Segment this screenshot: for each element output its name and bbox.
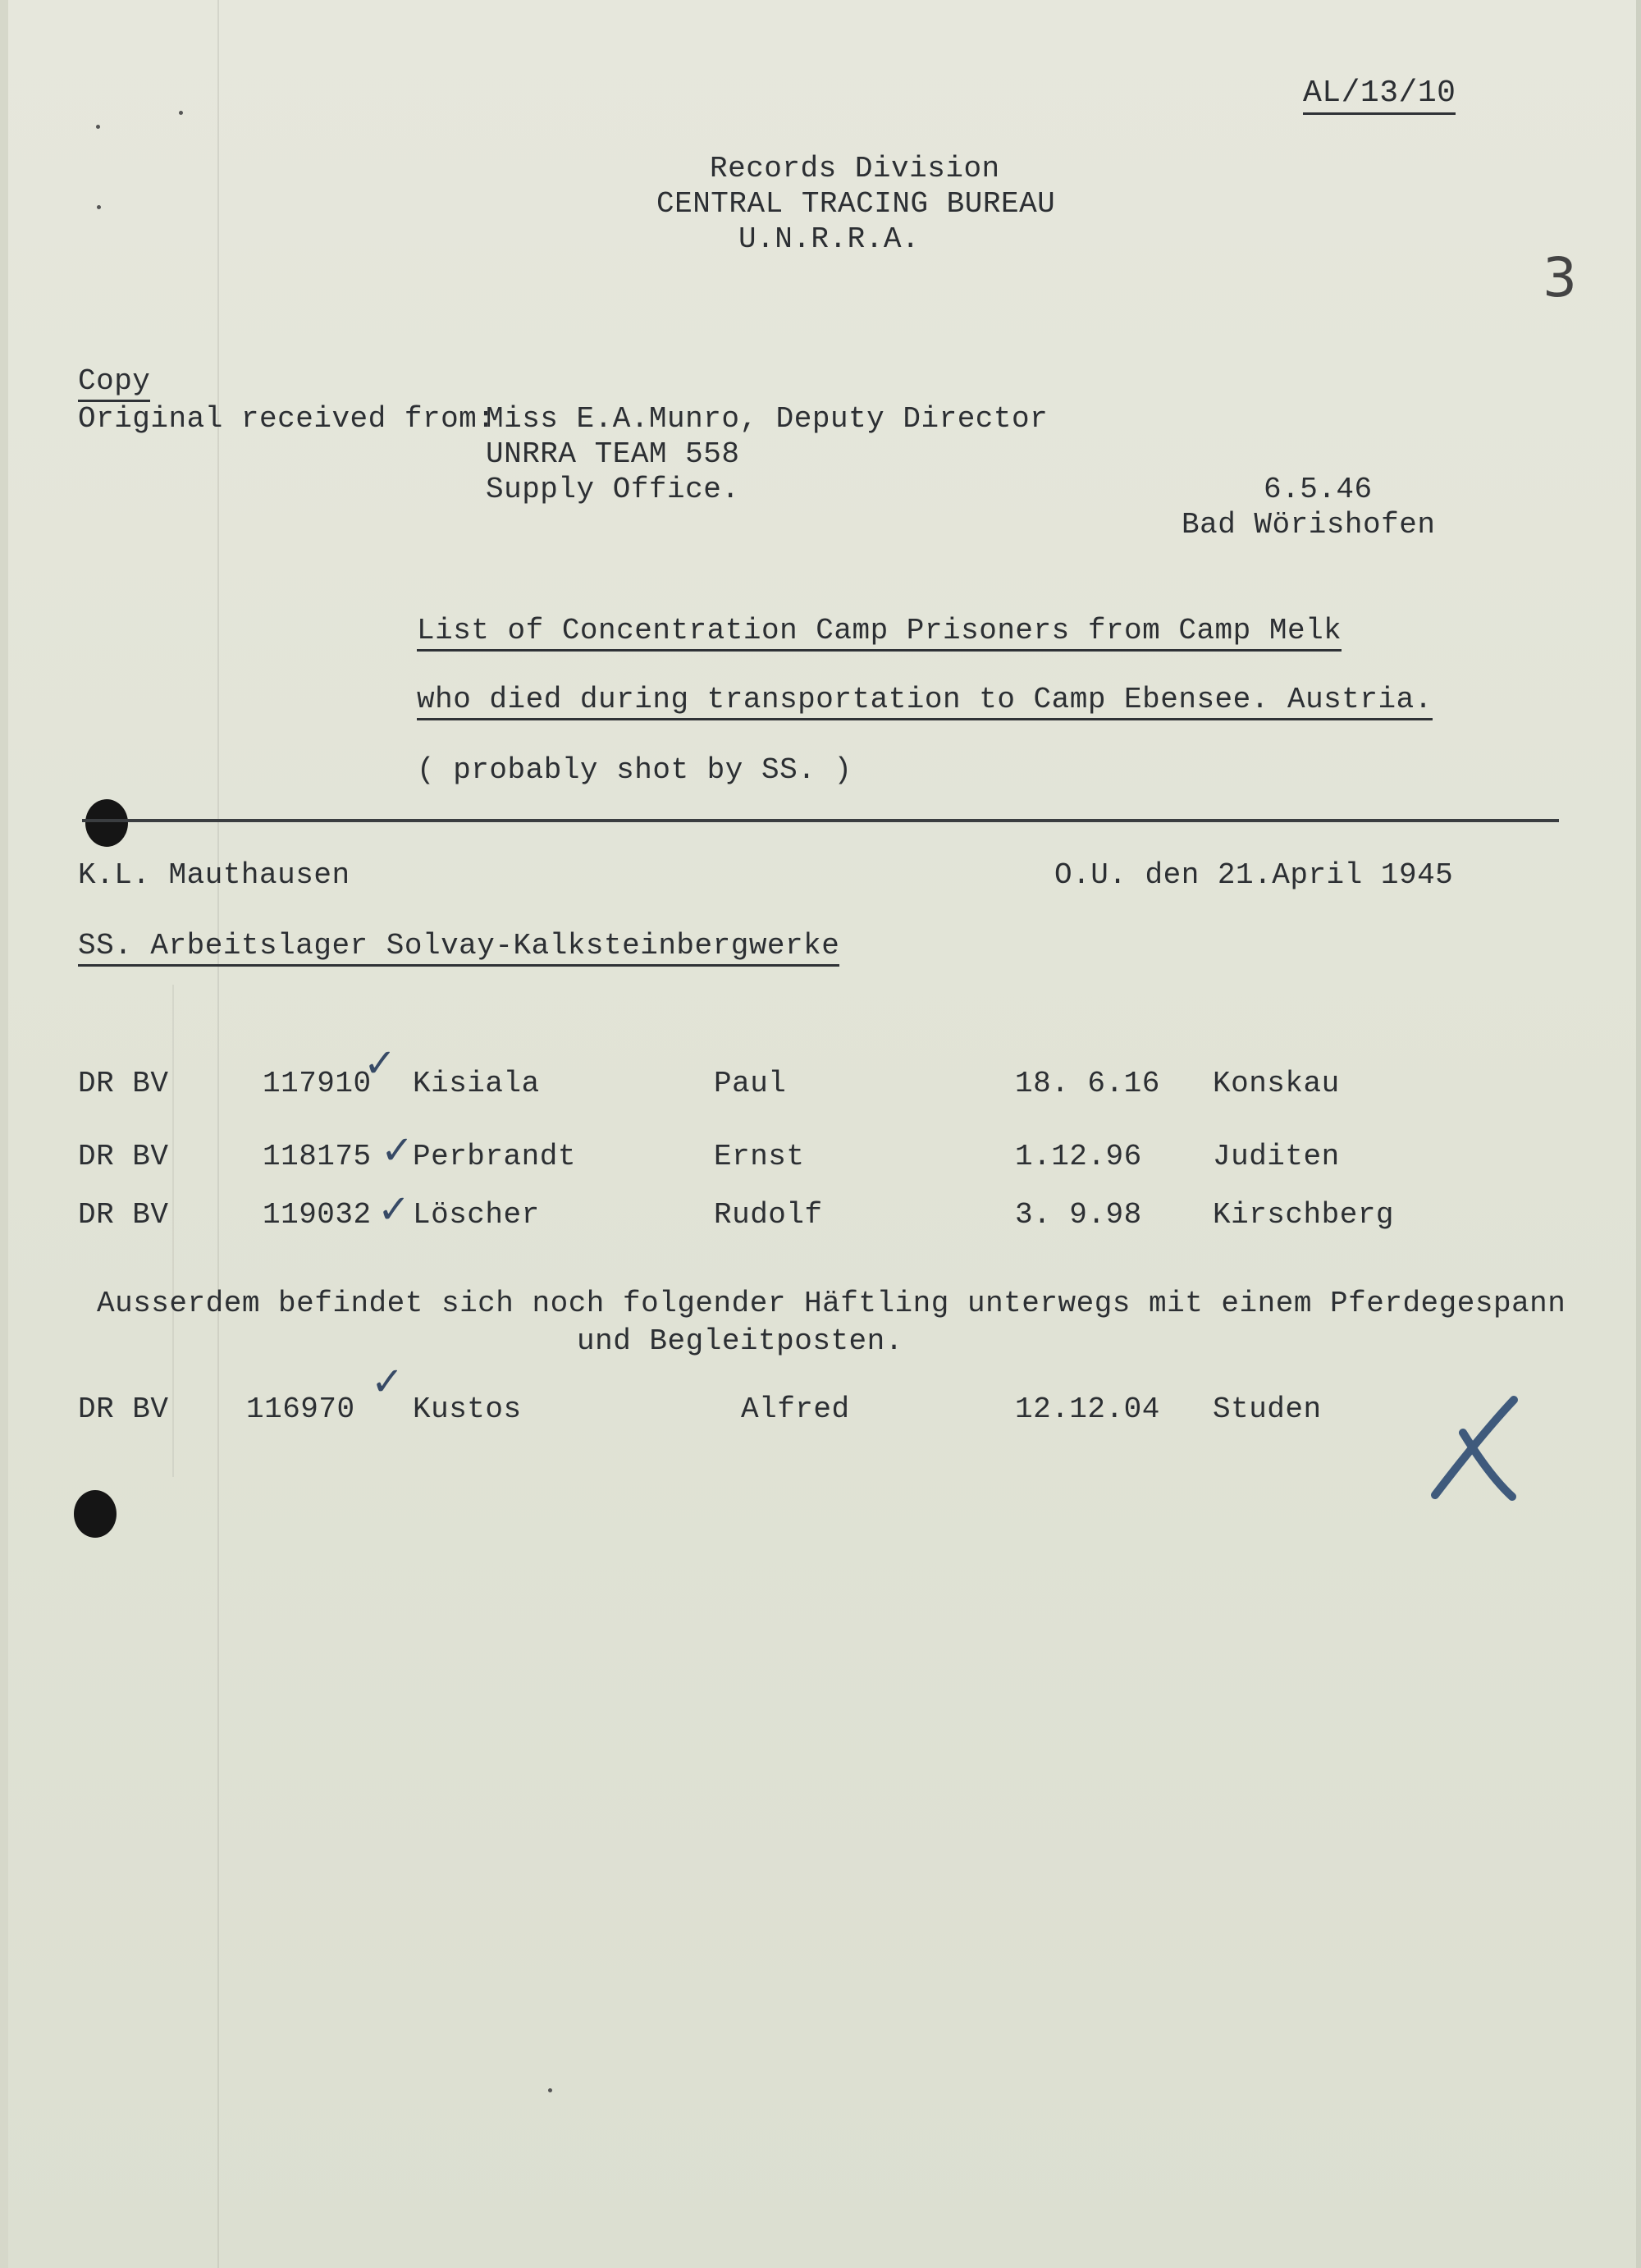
paper-edge-left [0,0,8,2268]
camp-subtitle: SS. Arbeitslager Solvay-Kalksteinbergwerke [78,929,839,967]
check-mark-icon: ✓ [363,1040,397,1086]
paper-fold-line [217,0,219,2268]
header-unrra: U.N.R.R.A. [738,222,921,256]
from-name: Miss E.A.Munro, Deputy Director [486,402,1049,436]
prisoner-category: DR BV [78,1067,169,1100]
prisoner-first-name: Ernst [714,1140,805,1173]
check-mark-icon: ✓ [371,1359,405,1405]
punch-hole-bottom [74,1490,117,1538]
prisoner-number: 118175 [263,1140,372,1173]
check-mark-icon: ✓ [377,1187,411,1232]
header-central-tracing-bureau: CENTRAL TRACING BUREAU [656,187,1056,221]
prisoner-birth-date: 18. 6.16 [1015,1067,1160,1100]
speck [97,205,101,209]
prisoner-first-name: Paul [714,1067,787,1100]
team-name: UNRRA TEAM 558 [486,437,740,471]
prisoner-category: DR BV [78,1198,169,1232]
prisoner-surname: Kisiala [413,1067,540,1100]
camp-date: O.U. den 21.April 1945 [1054,858,1454,892]
extra-note-line2: und Begleitposten. [577,1324,903,1358]
section-rule [82,819,1559,822]
prisoner-birth-place: Konskau [1213,1067,1340,1100]
prisoner-number: 116970 [246,1392,355,1426]
office-name: Supply Office. [486,473,740,506]
prisoner-category: DR BV [78,1392,169,1426]
prisoner-number: 117910 [263,1067,372,1100]
prisoner-birth-date: 3. 9.98 [1015,1198,1142,1232]
prisoner-birth-place: Studen [1213,1392,1322,1426]
prisoner-birth-place: Kirschberg [1213,1198,1395,1232]
cross-mark-icon [1424,1395,1522,1502]
prisoner-birth-date: 1.12.96 [1015,1140,1142,1173]
speck [96,125,100,129]
from-label: Original received from: [78,402,496,436]
list-title-line2: who died during transportation to Camp Ebensee. Austria. [417,683,1433,720]
check-mark-icon: ✓ [381,1127,414,1173]
camp-kl: K.L. Mauthausen [78,858,350,892]
prisoner-category: DR BV [78,1140,169,1173]
speck [548,2088,552,2092]
prisoner-first-name: Alfred [741,1392,850,1426]
paper-fold-line-2 [172,985,174,1477]
extra-note-line1: Ausserdem befindet sich noch folgender Häftling unterwegs mit einem Pferdegespann [97,1287,1566,1320]
prisoner-birth-place: Juditen [1213,1140,1340,1173]
document-date: 6.5.46 [1264,473,1373,506]
list-title-line1: List of Concentration Camp Prisoners from Camp Melk [417,614,1342,652]
header-records-division: Records Division [710,152,1000,185]
page-number: 3 [1543,246,1578,309]
prisoner-birth-date: 12.12.04 [1015,1392,1160,1426]
prisoner-first-name: Rudolf [714,1198,823,1232]
copy-label: Copy [78,364,150,402]
prisoner-surname: Löscher [413,1198,540,1232]
speck [179,111,183,115]
prisoner-number: 119032 [263,1198,372,1232]
list-note: ( probably shot by SS. ) [417,753,852,787]
document-place: Bad Wörishofen [1182,508,1436,542]
paper-edge-right [1636,0,1641,2268]
document-reference: AL/13/10 [1303,75,1456,115]
prisoner-surname: Kustos [413,1392,522,1426]
punch-hole-top [85,799,128,847]
prisoner-surname: Perbrandt [413,1140,576,1173]
